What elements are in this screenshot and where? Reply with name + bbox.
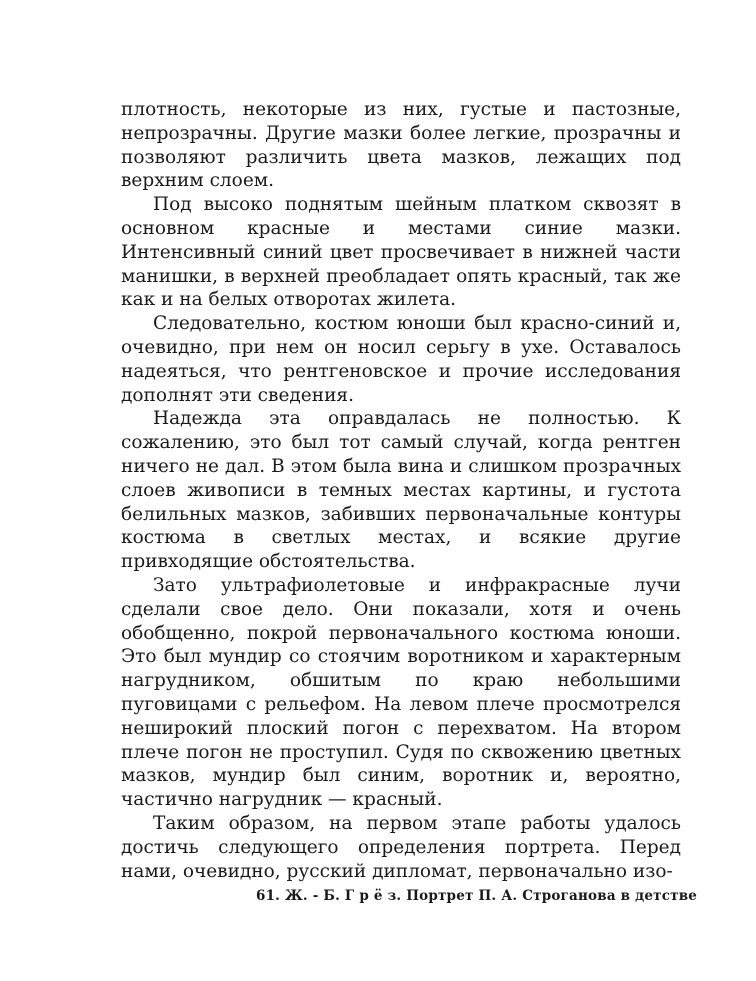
paragraph: Надежда эта оправдалась не полностью. К сожалению, это был тот самый случай, когда рентген ничего не дал. В этом была вина и слишком прозрачных слоев живописи в темных местах картины, и густота белильных мазков, забивших первоначальные контуры костюма в светлых местах, и всякие другие привходящие обстоятельства. [121, 408, 681, 573]
paragraph: Следовательно, костюм юноши был красно-синий и, очевидно, при нем он носил серьгу в ухе. Оставалось надеяться, что рентгеновское и прочие исследования дополнят эти сведения. [121, 313, 681, 406]
paragraph: Зато ультрафиолетовые и инфракрасные лучи сделали свое дело. Они показали, хотя и очень обобщенно, покрой первоначального костюма юноши. Это был мундир со стоячим воротником и характерным нагрудником, обшитым по краю небольшими пуговицами с рельефом. На левом плече просмотрелся неширокий плоский погон с перехватом. На втором плече погон не проступил. Судя по сквожению цветных мазков, мундир был синим, воротник и, вероятно, частично нагрудник — красный. [121, 574, 681, 811]
paragraph: Под высоко поднятым шейным платком сквозят в основном красные и местами синие мазки. Интенсивный синий цвет просвечивает в нижней части манишки, в верхней преобладает опять красный, так же как и на белых отворотах жилета. [121, 194, 681, 311]
paragraph: Таким образом, на первом этапе работы удалось достичь следующего определения портрета. Перед нами, очевидно, русский дипломат, первоначально изо- [121, 812, 681, 882]
paragraph: плотность, некоторые из них, густые и пастозные, непрозрачны. Другие мазки более легкие, прозрачны и позволяют различить цвета мазков, лежащих под верхним слоем. [121, 99, 681, 192]
body-text [121, 98, 681, 883]
figure-caption: 61. Ж. - Б. Г р ё з. Портрет П. А. Строганова в детстве [256, 888, 698, 904]
